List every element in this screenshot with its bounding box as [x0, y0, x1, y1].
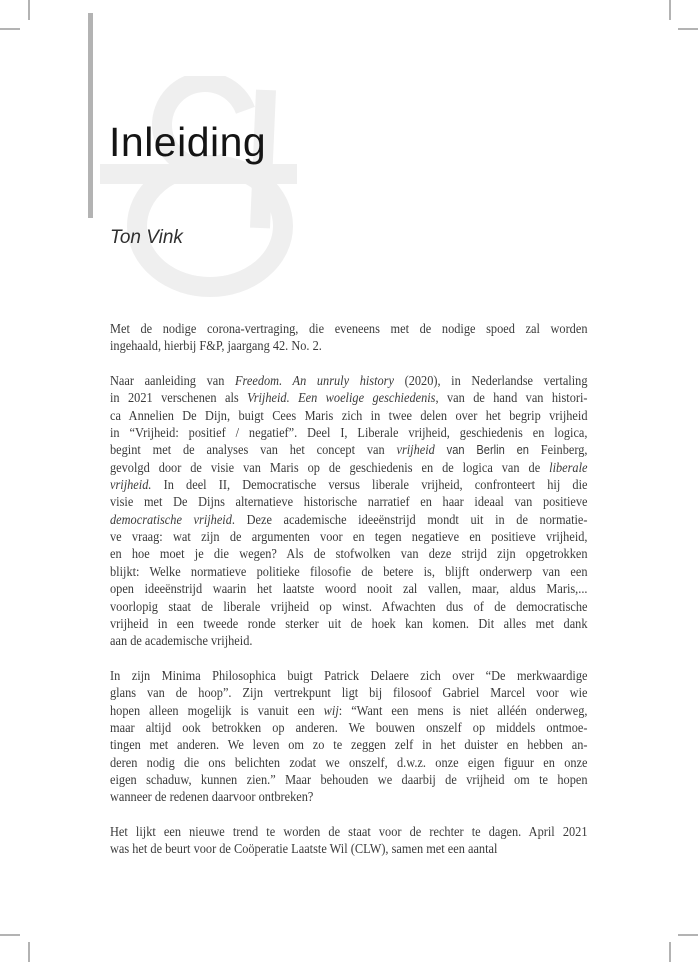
text-segment-i: vrijheid. [110, 478, 152, 494]
text-segment-i: vrijheid [396, 443, 435, 459]
crop-mark-top-right-vertical [669, 0, 671, 20]
text-segment: in “Vrijheid: positief / negatief”. Deel I, Liberale vrijheid, geschiedenis en logica, [110, 426, 588, 442]
text-line [110, 599, 588, 616]
text-line [110, 477, 588, 494]
text-segment: begint met de analyses van het concept van [110, 443, 397, 459]
text-line [110, 720, 588, 737]
text-line [110, 789, 588, 806]
text-segment: Met de nodige corona-vertraging, die eveneens met de nodige spoed zal worden [110, 322, 588, 337]
text-segment: glans van de hoop”. Zijn vertrekpunt ligt bij filosoof Gabriel Marcel voor wie [110, 686, 588, 702]
text-line [110, 703, 588, 720]
text-segment: maar altijd ook betrokken op anderen. We bouwen onszelf op middels ontmoe- [110, 720, 588, 736]
text-line [110, 581, 588, 598]
crop-mark-top-right-horizontal [678, 28, 698, 30]
crop-mark-bottom-right-horizontal [678, 934, 698, 936]
text-line [110, 668, 588, 685]
crop-mark-bottom-left-vertical [28, 942, 30, 962]
text-segment-sans: van Berlin en [446, 443, 529, 458]
text-segment: deren nodig die ons belichten zodat we onszelf, d.w.z. onze eigen figuur en onze [110, 755, 588, 771]
text-segment: Feinberg, [528, 443, 588, 459]
author-name: Ton Vink [110, 227, 183, 248]
text-line [110, 633, 588, 650]
crop-mark-bottom-right-vertical [669, 942, 671, 962]
text-segment: , van de hand van histori- [435, 391, 588, 407]
text-line [110, 546, 588, 563]
text-segment-i: wij [323, 703, 339, 719]
chapter-title: Inleiding [109, 119, 267, 165]
text-segment: in 2021 verschenen als [110, 391, 248, 407]
text-segment: was het de beurt voor de Coöperatie Laatste Wil (CLW), samen met een aantal [110, 842, 498, 858]
text-segment: In zijn Minima Philosophica buigt Patrick Delaere zich over “De merkwaardige [110, 668, 588, 684]
paragraph [110, 824, 588, 859]
text-segment: Naar aanleiding van [110, 374, 236, 390]
text-segment: ve vraag: wat zijn de argumenten voor en tegen negatieve en positieve vrijheid, [110, 530, 588, 546]
text-segment-i: liberale [549, 460, 588, 476]
text-line [110, 338, 588, 355]
text-segment: (2020), in Nederlandse vertaling [393, 374, 588, 390]
text-segment: hopen alleen mogelijk is vanuit een [110, 703, 324, 719]
text-line [110, 841, 588, 858]
text-line [110, 616, 588, 633]
paragraph [110, 668, 588, 807]
text-line [110, 442, 588, 459]
text-line [110, 564, 588, 581]
text-line [110, 408, 588, 425]
paragraph [110, 373, 588, 651]
text-line [110, 824, 588, 841]
text-line [110, 425, 588, 442]
text-segment: vrijheid in een tweede ronde sterker uit de hoek kan komen. Dit alles met dank [110, 616, 588, 632]
crop-mark-bottom-left-horizontal [0, 934, 20, 936]
text-segment: blijkt: Welke normatieve politieke filosofie de betere is, blijft onderwerp van een [110, 564, 588, 580]
text-line [110, 390, 588, 407]
crop-mark-top-left-vertical [28, 0, 30, 20]
ampersand-watermark-icon [90, 76, 305, 301]
text-segment: ca Annelien De Dijn, buigt Cees Maris zich in twee delen over het begrip vrijheid [110, 408, 588, 424]
text-line [110, 685, 588, 702]
text-line [110, 755, 588, 772]
crop-mark-top-left-horizontal [0, 28, 20, 30]
text-line [110, 460, 588, 477]
text-segment: en hoe moet je die wegen? Als de stofwolken van deze strijd zijn opgetrokken [110, 547, 588, 563]
text-segment: wanneer de redenen daarvoor ontbreken? [110, 790, 314, 806]
paragraph [110, 321, 588, 356]
text-segment: eigen schaduw, kunnen zien.” Maar behouden we daarbij de vrijheid om te hopen [110, 772, 588, 788]
text-line [110, 529, 588, 546]
text-line [110, 321, 588, 338]
text-segment: . Deze academische ideeënstrijd mondt uit in de normatie- [231, 512, 588, 528]
text-segment: gevolgd door de visie van Maris op de geschiedenis en de logica van de [110, 460, 550, 476]
text-segment [435, 443, 447, 458]
text-segment: : “Want een mens is niet alléén onderweg, [338, 703, 588, 719]
text-line [110, 373, 588, 390]
body-text [110, 321, 588, 859]
text-line [110, 512, 588, 529]
text-line [110, 772, 588, 789]
text-line [110, 494, 588, 511]
text-segment-i: Vrijheid. Een woelige geschiedenis [247, 391, 436, 407]
text-line [110, 737, 588, 754]
text-segment-i: Freedom. An unruly history [235, 374, 394, 390]
text-segment: aan de academische vrijheid. [110, 634, 253, 650]
text-segment: open ideeënstrijd waarin het laatste woord nooit zal vallen, maar, aldus Maris,... [110, 582, 588, 598]
text-segment: Het lijkt een nieuwe trend te worden de staat voor de rechter te dagen. April 2021 [110, 824, 588, 840]
text-segment-i: democratische vrijheid [110, 512, 232, 528]
text-segment: visie met De Dijns alternatieve historische narratief en haar ideaal van positieve [110, 495, 588, 511]
text-segment: In deel II, Democratische versus liberale vrijheid, confronteert hij die [151, 478, 588, 494]
text-segment: voorlopig staat de liberale vrijheid op winst. Afwachten dus of de democratische [110, 599, 588, 615]
text-segment: ingehaald, hierbij F&P, jaargang 42. No. 2. [110, 339, 322, 355]
text-segment: tingen met anderen. We leven om zo te zeggen zelf in het duister en hebben an- [110, 738, 588, 754]
